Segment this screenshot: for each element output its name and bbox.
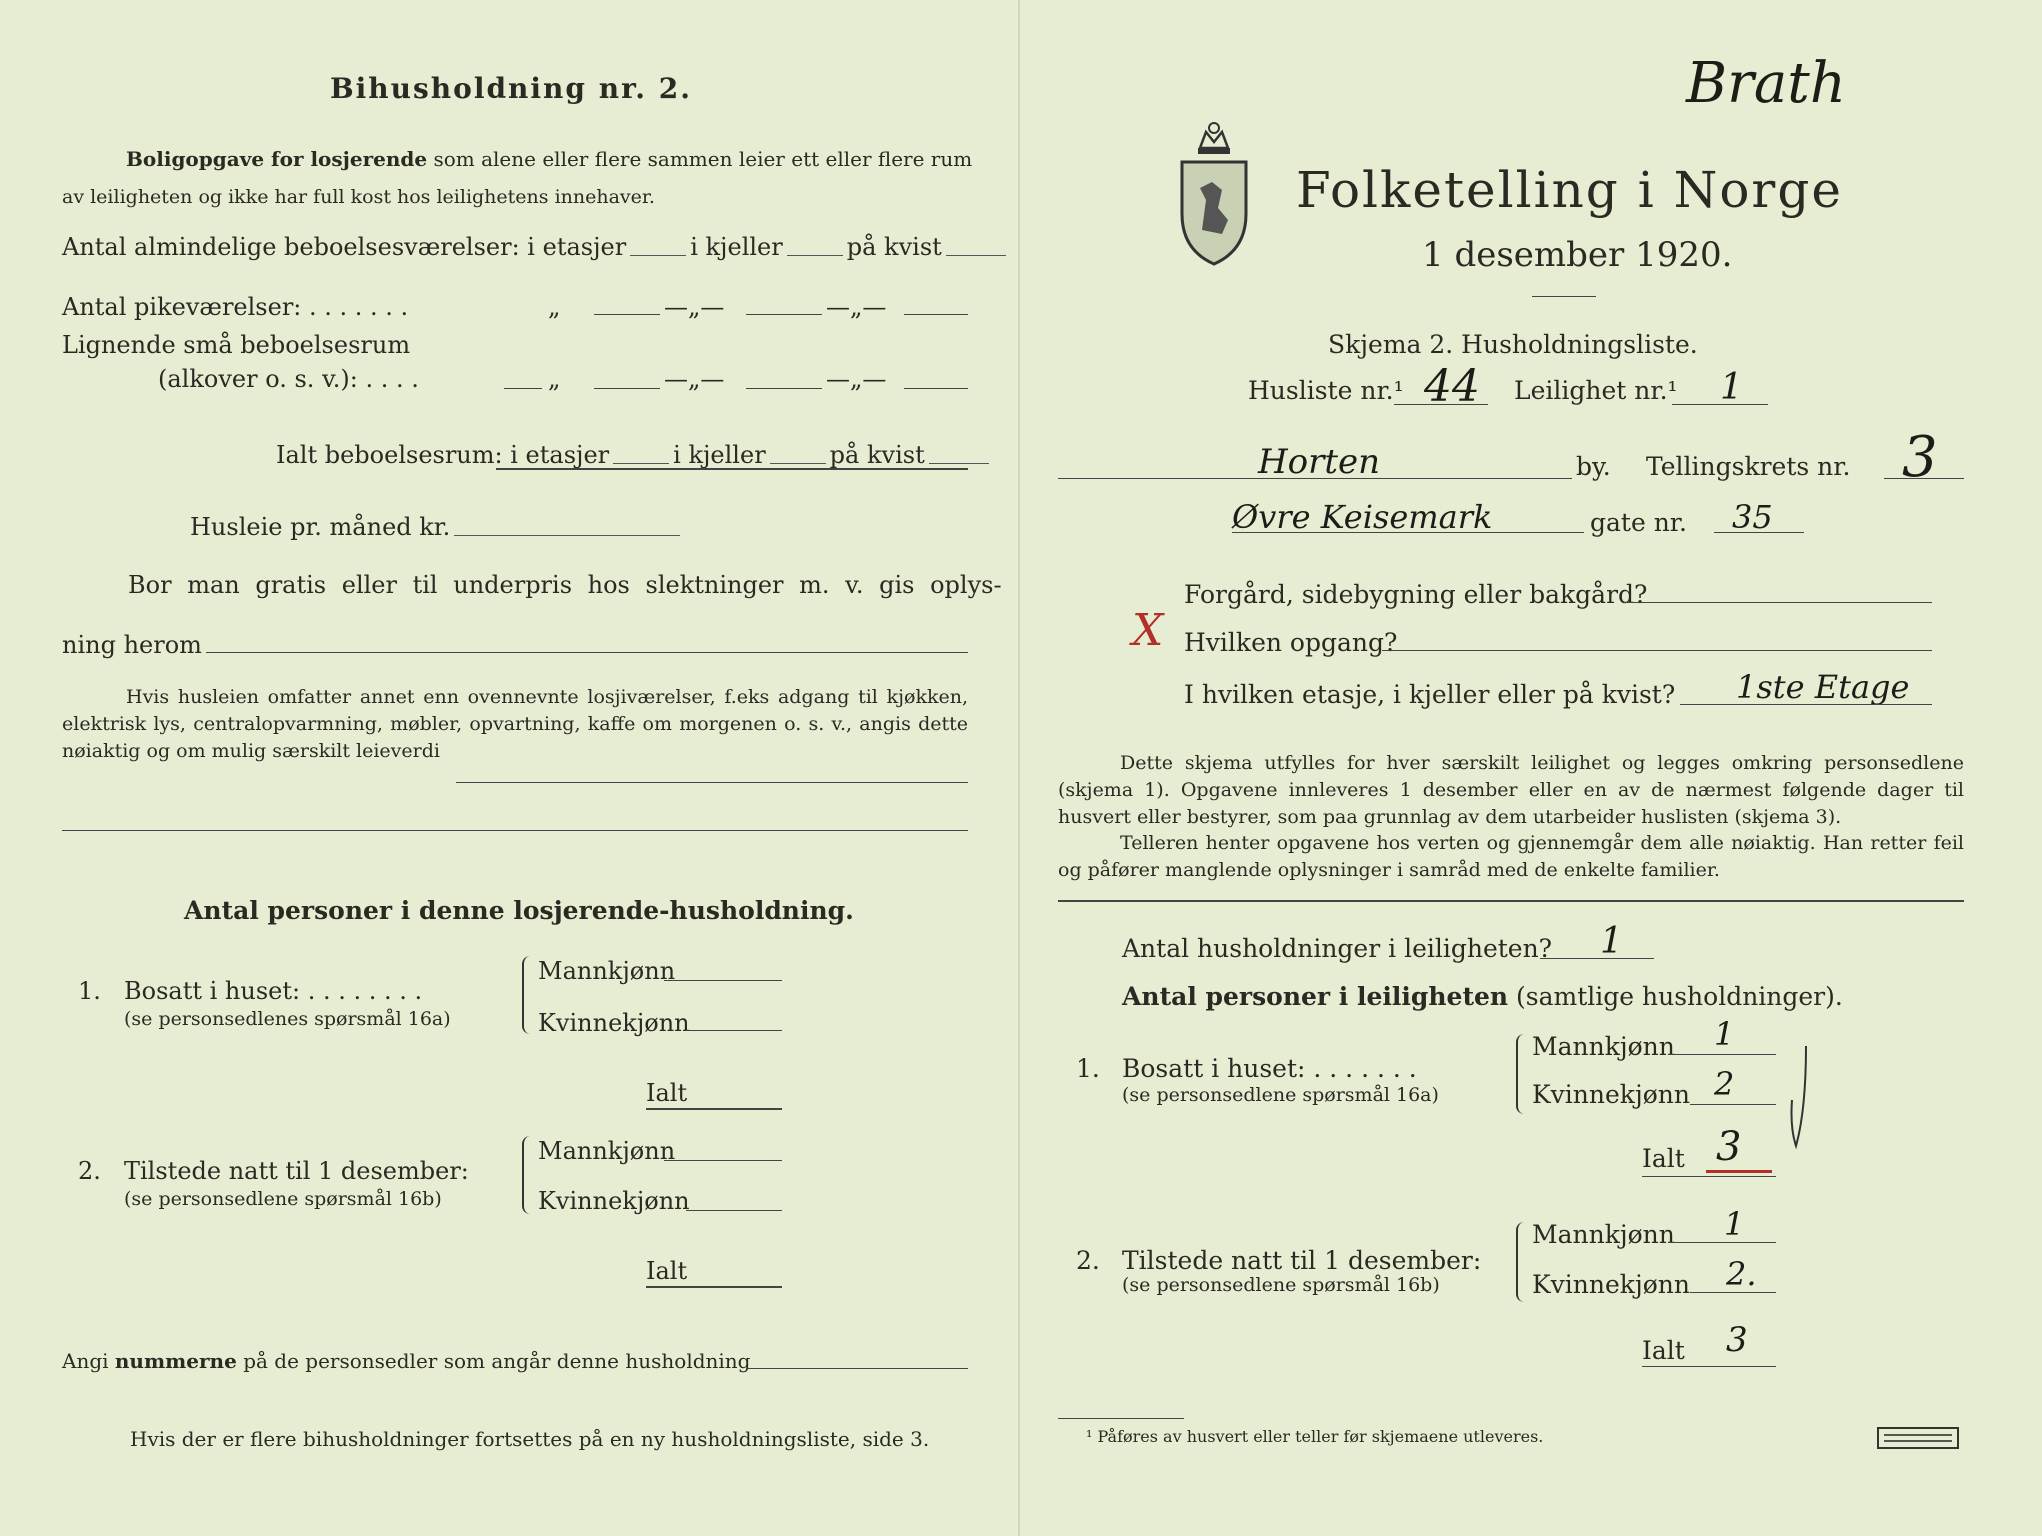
- left-q1-ialt: Ialt: [646, 1079, 688, 1107]
- left-q2-kvinne: Kvinnekjønn: [538, 1187, 690, 1215]
- pike-ditto: „: [548, 293, 561, 321]
- page-fold: [1018, 0, 1020, 1536]
- angi-bold: nummerne: [114, 1349, 237, 1373]
- alkover-label: (alkover o. s. v.): . . . .: [158, 365, 419, 393]
- pikevaerelser-row: [62, 292, 408, 322]
- left-q2-ialt: Ialt: [646, 1257, 688, 1285]
- right-q2-mann-label: Mannkjønn: [1532, 1220, 1675, 1249]
- ning-herom-label: ning herom: [62, 631, 202, 659]
- ialt-kjeller-label: i kjeller: [673, 441, 766, 469]
- opgang-label: Hvilken opgang?: [1184, 628, 1398, 657]
- x-mark: X: [1132, 605, 1164, 656]
- right-q2-ialt-value: 3: [1726, 1320, 1748, 1360]
- by-label: by.: [1576, 452, 1611, 481]
- left-title: Bihusholdning nr. 2.: [330, 72, 692, 105]
- antal-alm-row: [62, 232, 1010, 262]
- form-date: 1 desember 1920.: [1422, 235, 1733, 275]
- skjema-label: Skjema 2. Husholdningsliste.: [1328, 330, 1698, 359]
- hvis-text: Hvis husleien omfatter annet enn ovennevnte losjiværelser, f.eks adgang til kjøkken, elektrisk lys, centralopvarmning, møbler, opvartning, kaffe om morgenen o. s. v., angis dette nøiaktig og om mulig særskilt leieverdi: [62, 686, 968, 762]
- krets-label: Tellingskrets nr.: [1646, 452, 1851, 481]
- antal-pers-rest: (samtlige husholdninger).: [1516, 982, 1843, 1011]
- leilighet-value: 1: [1720, 367, 1743, 408]
- right-q1-num: 1.: [1076, 1054, 1100, 1083]
- left-q1-mann: Mannkjønn: [538, 957, 676, 985]
- leilighet-label: Leilighet nr.¹: [1514, 376, 1678, 405]
- gate-label: gate nr.: [1590, 508, 1687, 537]
- right-q1-ialt-value: 3: [1716, 1124, 1742, 1170]
- left-q1-sub: (se personsedlenes spørsmål 16a): [124, 1008, 451, 1030]
- left-q1-num: 1.: [78, 977, 101, 1005]
- footnote: ¹ Påføres av husvert eller teller før skjemaene utleveres.: [1086, 1427, 1544, 1446]
- antal-pers-bold: Antal personer i leiligheten: [1122, 982, 1509, 1011]
- right-q1-brace: [1516, 1034, 1532, 1114]
- left-q1-label: Bosatt i huset: . . . . . . . .: [124, 977, 423, 1005]
- intro-rest: som alene eller flere sammen leier ett eller flere rum: [433, 147, 973, 171]
- alk-ditto: „: [548, 365, 561, 393]
- right-q2-ialt-label: Ialt: [1642, 1336, 1685, 1365]
- husliste-label: Husliste nr.¹: [1248, 376, 1404, 405]
- right-q1-sub: (se personsedlene spørsmål 16a): [1122, 1084, 1439, 1106]
- antal-alm-label: Antal almindelige beboelsesværelser: i etasjer: [62, 233, 627, 261]
- info-paragraph-2: Telleren henter opgavene hos verten og gjennemgår dem alle nøiaktig. Han retter feil og påfører manglende oplysninger i samråd med de enkelte familier.: [1058, 832, 1964, 881]
- left-q2-num: 2.: [78, 1157, 101, 1185]
- alk-dash1: —„—: [664, 365, 725, 393]
- husleie-row: [190, 512, 684, 542]
- right-q1-kvinne-value: 2: [1714, 1065, 1735, 1103]
- pike-dash1: —„—: [664, 293, 725, 321]
- right-q1-label: Bosatt i huset: . . . . . . .: [1122, 1054, 1417, 1083]
- bor-man-label: Bor man gratis eller til underpris hos slektninger m. v. gis oplys-: [128, 571, 1002, 599]
- red-underline: [1706, 1170, 1772, 1173]
- left-intro: [126, 146, 972, 172]
- angi-row: [62, 1348, 750, 1374]
- left-q2-label: Tilstede natt til 1 desember:: [124, 1157, 469, 1185]
- angi-pre: Angi: [62, 1349, 109, 1373]
- angi-rest: på de personsedler som angår denne husholdning: [243, 1349, 751, 1373]
- ialt-rum-row: [276, 440, 993, 470]
- gate-nr-value: 35: [1732, 498, 1773, 536]
- form-title: Folketelling i Norge: [1296, 161, 1843, 219]
- right-q2-kvinne-value: 2.: [1726, 1255, 1757, 1293]
- etasje-label: I hvilken etasje, i kjeller eller på kvist?: [1184, 680, 1676, 709]
- coat-of-arms-icon: [1172, 118, 1256, 268]
- etasje-value: 1ste Etage: [1736, 668, 1910, 706]
- handwritten-name: Brath: [1686, 51, 1846, 116]
- info-paragraph-1: Dette skjema utfylles for hver særskilt leilighet og legges omkring personsedlene (skjema 1). Opgavene innleveres 1 desember eller en av de nærmest følgende dager til husvert eller bestyrer, som paa grunnlag av dem utarbeider huslisten (skjema 3).: [1058, 752, 1964, 828]
- right-q2-num: 2.: [1076, 1246, 1100, 1275]
- paa-kvist-label: på kvist: [846, 233, 942, 261]
- printer-stamp-icon: [1876, 1426, 1960, 1450]
- lignende-label: Lignende små beboelsesrum: [62, 331, 411, 359]
- ialt-rum-label: Ialt beboelsesrum: i etasjer: [276, 441, 610, 469]
- pike-dash2: —„—: [826, 293, 887, 321]
- antal-hush-value: 1: [1600, 921, 1623, 962]
- left-footer: Hvis der er flere bihusholdninger fortsettes på en ny husholdningsliste, side 3.: [130, 1427, 930, 1451]
- forgaard-label: Forgård, sidebygning eller bakgård?: [1184, 580, 1648, 609]
- left-q1-brace: [522, 956, 538, 1034]
- antal-hush-label: Antal husholdninger i leiligheten?: [1122, 934, 1553, 963]
- right-q1-kvinne-label: Kvinnekjønn: [1532, 1080, 1690, 1109]
- left-intro-line2: av leiligheten og ikke har full kost hos leilighetens innehaver.: [62, 186, 655, 208]
- right-q1-ialt-label: Ialt: [1642, 1144, 1685, 1173]
- right-q1-mann-label: Mannkjønn: [1532, 1032, 1675, 1061]
- left-q1-kvinne: Kvinnekjønn: [538, 1009, 690, 1037]
- antal-pers-row: [1122, 982, 1843, 1012]
- left-q2-sub: (se personsedlene spørsmål 16b): [124, 1188, 442, 1210]
- right-q2-label: Tilstede natt til 1 desember:: [1122, 1246, 1482, 1275]
- right-q2-mann-value: 1: [1724, 1205, 1745, 1243]
- ialt-kvist-label: på kvist: [829, 441, 925, 469]
- right-q2-brace: [1516, 1222, 1532, 1302]
- intro-bold: Boligopgave for losjerende: [126, 147, 428, 171]
- husleie-label: Husleie pr. måned kr.: [190, 513, 451, 541]
- left-q2-mann: Mannkjønn: [538, 1137, 676, 1165]
- check-stroke-icon: [1786, 1040, 1812, 1150]
- antal-personer-heading: Antal personer i denne losjerende-husholdning.: [184, 896, 854, 925]
- right-q1-mann-value: 1: [1714, 1015, 1735, 1053]
- gate-value: Øvre Keisemark: [1232, 498, 1493, 536]
- pikevaerelser-label: Antal pikeværelser: . . . . . . .: [62, 293, 409, 321]
- husliste-value: 44: [1424, 361, 1480, 412]
- krets-value: 3: [1902, 425, 1938, 490]
- right-q2-kvinne-label: Kvinnekjønn: [1532, 1270, 1690, 1299]
- right-q2-sub: (se personsedlene spørsmål 16b): [1122, 1274, 1440, 1296]
- by-value: Horten: [1258, 442, 1381, 482]
- i-kjeller-label: i kjeller: [690, 233, 783, 261]
- left-q2-brace: [522, 1136, 538, 1214]
- alk-dash2: —„—: [826, 365, 887, 393]
